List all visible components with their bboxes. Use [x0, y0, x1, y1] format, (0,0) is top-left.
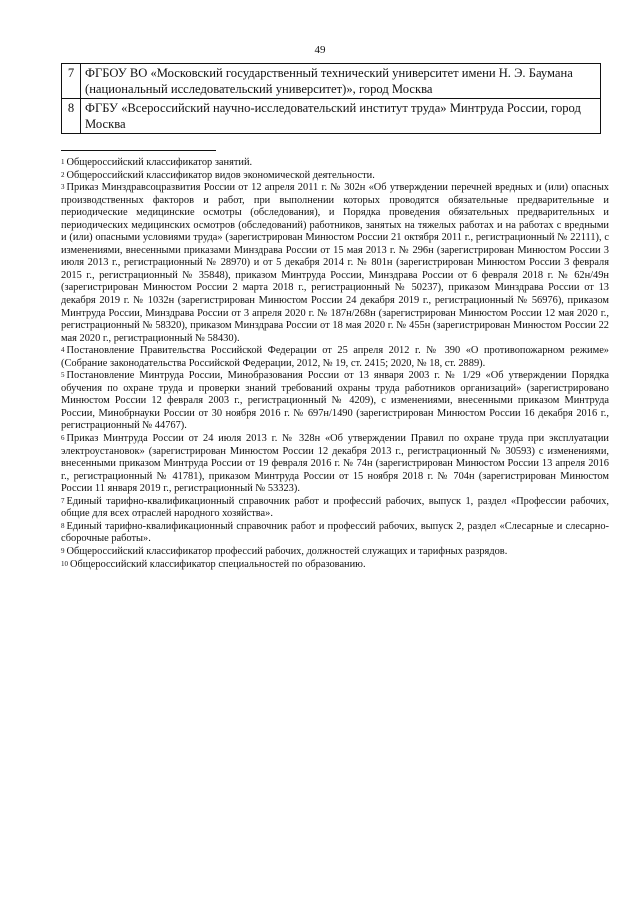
footnote	[61, 182, 609, 345]
table-row	[62, 99, 601, 134]
footnote-divider	[61, 150, 216, 151]
row-number: 7	[62, 64, 81, 99]
footnote	[61, 546, 609, 559]
footnote-text: Единый тарифно-квалификационный справочник работ и профессий рабочих, выпуск 2, раздел «Слесарные и слесарно-сборочные работы».	[61, 520, 609, 545]
footnote	[61, 157, 609, 170]
footnote-text: Общероссийский классификатор занятий.	[66, 157, 253, 168]
footnote-mark: 9	[61, 546, 65, 555]
row-number: 8	[62, 99, 81, 134]
footnote-mark: 3	[61, 183, 65, 192]
footnote	[61, 559, 609, 572]
footnote	[61, 345, 609, 370]
footnote-text: Общероссийский классификатор профессий рабочих, должностей служащих и тарифных разрядов.	[66, 545, 508, 557]
footnote-mark: 2	[61, 170, 65, 179]
footnote-mark: 4	[61, 346, 65, 355]
footnotes-section	[61, 157, 609, 571]
footnote-text: Приказ Минздравсоцразвития России от 12 апреля 2011 г. № 302н «Об утверждении перечней вредных и (или) опасных производственных факторов и работ, при выполнении которых проводятся обязательные предварительные и периодические медицинские осмотры (обследования), и Порядка проведения обязательных предварительных и периодических медицинских осмотров (обследований) работников, занятых на тяжелых работах и на работах с вредными и (или) опасными условиями труда» (зарегистрирован Минюстом России 21 октября 2011 г., регистрационный № 22111), с изменениями, внесенными приказами Минздрава России от 15 мая 2013 г. № 296н (зарегистрирован Минюстом России 3 июля 2013 г., регистрационный № 28970) и от 5 декабря 2014 г. № 801н (зарегистрирован Минюстом России 3 февраля 2015 г., регистрационный № 35848), приказом Минтруда России, Минздрава России от 6 февраля 2018 г. № 62н/49н (зарегистрирован Минюстом России 2 марта 2018 г., регистрационный № 50237), приказом Минздрава России от 13 декабря 2019 г. № 1032н (зарегистрирован Минюстом России 24 декабря 2019 г., регистрационный № 56976), приказом Минтруда России, Минздрава России от 3 апреля 2020 г. № 187н/268н (зарегистрирован Минюстом России 12 мая 2020 г., регистрационный № 58320), приказом Минздрава России от 18 мая 2020 г. № 455н (зарегистрирован Минюстом России 22 мая 2020 г., регистрационный № 58430).	[61, 182, 609, 344]
footnote	[61, 170, 609, 183]
footnote-text: Общероссийский классификатор видов экономической деятельности.	[66, 169, 375, 181]
footnote	[61, 521, 609, 546]
footnote-text: Постановление Минтруда России, Минобразования России от 13 января 2003 г. № 1/29 «Об утверждении Порядка обучения по охране труда и проверки знаний требований охраны труда работников организаций» (зарегистрировано Минюстом России 12 февраля 2003 г., регистрационный № 4209), с изменениями, внесенными приказом Минтруда России, Минобрнауки России от 30 ноября 2016 г. № 697н/1490 (зарегистрирован Минюстом России 16 декабря 2016 г., регистрационный № 44767).	[61, 370, 609, 432]
organization-name: ФГБУ «Всероссийский научно-исследовательский институт труда» Минтруда России, город Москва	[81, 99, 601, 134]
page-number: 49	[314, 44, 326, 56]
organizations-table	[61, 63, 601, 134]
footnote	[61, 433, 609, 496]
footnote	[61, 496, 609, 521]
footnote-mark: 6	[61, 434, 65, 443]
table-row	[62, 64, 601, 99]
footnote-mark: 1	[61, 158, 65, 166]
footnote-text: Постановление Правительства Российской Федерации от 25 апреля 2012 г. № 390 «О противопожарном режиме» (Собрание законодательства Российской Федерации, 2012, № 19, ст. 2415; 2020, № 18, ст. 2889).	[61, 345, 609, 369]
footnote	[61, 370, 609, 433]
footnote-mark: 5	[61, 371, 65, 380]
footnote-mark: 8	[61, 521, 65, 530]
footnote-text: Общероссийский классификатор специальностей по образованию.	[70, 558, 366, 570]
footnote-text: Единый тарифно-квалификационный справочник работ и профессий рабочих, выпуск 1, раздел «Профессии рабочих, общие для всех отраслей народного хозяйства».	[61, 495, 609, 520]
organization-name: ФГБОУ ВО «Московский государственный технический университет имени Н. Э. Баумана (национальный исследовательский университет)», город Москва	[81, 64, 601, 99]
footnote-mark: 10	[61, 559, 68, 568]
footnote-mark: 7	[61, 496, 65, 505]
footnote-text: Приказ Минтруда России от 24 июля 2013 г. № 328н «Об утверждении Правил по охране труда при эксплуатации электроустановок» (зарегистрирован Минюстом России 12 декабря 2013 г., регистрационный № 30593) с изменениями, внесенными приказом Минтруда России от 19 февраля 2016 г. № 74н (зарегистрирован Минюстом России 13 апреля 2016 г., регистрационный № 41781), приказом Минтруда России от 15 ноября 2018 г. № 704н (зарегистрирован Минюстом России 11 января 2019 г., регистрационный № 53323).	[61, 433, 609, 495]
